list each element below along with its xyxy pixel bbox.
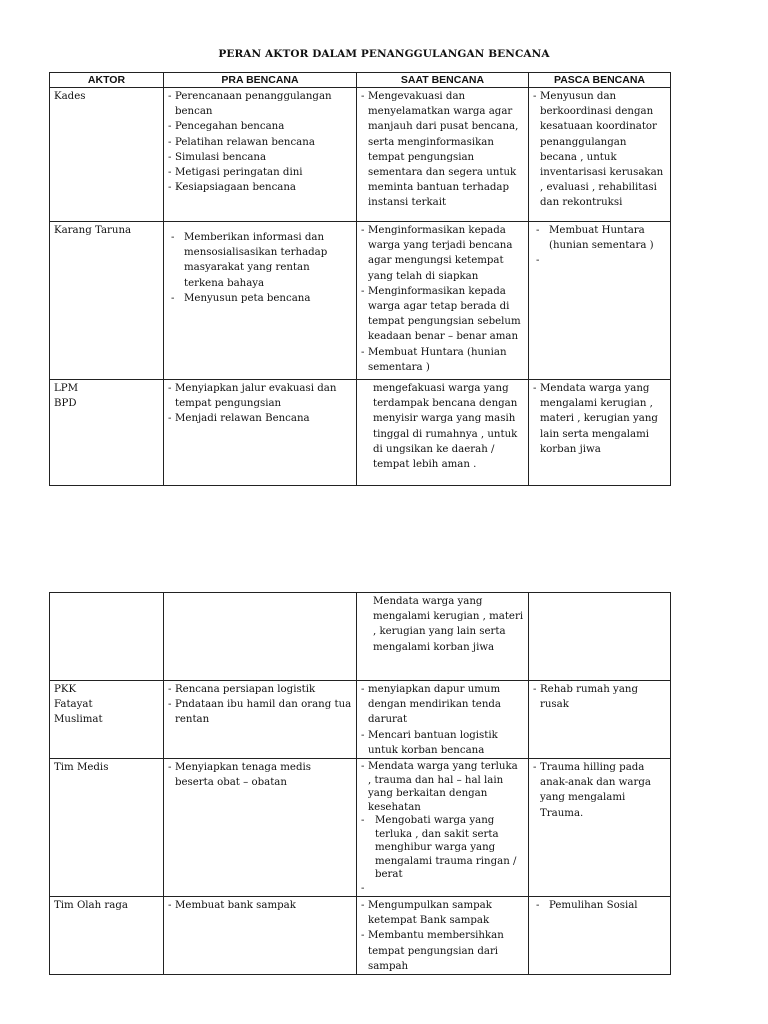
- list-item: - Menyiapkan tenaga medis beserta obat – obatan: [168, 760, 352, 790]
- actor-name: Karang Taruna: [54, 225, 132, 236]
- list-item: - Membuat Huntara (hunian sementara ): [533, 223, 666, 253]
- table-row: [50, 222, 671, 380]
- pra-cell: [164, 759, 357, 897]
- actor-cell: [50, 222, 164, 380]
- actor-role-table-1: [49, 72, 671, 486]
- actor-name: PKK: [54, 684, 77, 695]
- list-item: - Memberikan informasi dan mensosialisasikan terhadap masyarakat yang rentan terkena bahaya: [168, 230, 352, 291]
- table-row: [50, 759, 671, 897]
- list-item: - Rencana persiapan logistik: [168, 682, 352, 697]
- pasca-cell: [529, 681, 671, 759]
- list-item: - Pelatihan relawan bencana: [168, 135, 352, 150]
- list-item: - Membantu membersihkan tempat pengungsian dari sampah: [361, 928, 524, 974]
- header-pasca-bencana: PASCA BENCANA: [529, 73, 671, 88]
- list-item: - Mengumpulkan sampak ketempat Bank sampak: [361, 898, 524, 928]
- actor-cell: [50, 897, 164, 975]
- actor-cell: [50, 88, 164, 222]
- list-item: - Mendata warga yang terluka , trauma dan hal – hal lain yang berkaitan dengan kesehatan: [361, 760, 524, 814]
- table-row: [50, 681, 671, 759]
- saat-cell: [357, 593, 529, 681]
- actor-cell: [50, 380, 164, 486]
- pra-cell: [164, 222, 357, 380]
- header-pra-bencana: PRA BENCANA: [164, 73, 357, 88]
- list-item: - Mengobati warga yang terluka , dan sakit serta menghibur warga yang mengalami trauma ringan / berat: [361, 814, 524, 882]
- list-item: - Membuat Huntara (hunian sementara ): [361, 345, 524, 375]
- actor-name: Muslimat: [54, 714, 103, 726]
- list-item: [361, 882, 524, 895]
- list-item: - Mengevakuasi dan menyelamatkan warga agar manjauh dari pusat bencana, serta menginformasikan tempat pengungsian sementara dan segera untuk meminta bantuan terhadap instansi terkait: [361, 89, 524, 211]
- header-aktor: AKTOR: [50, 73, 164, 88]
- pasca-cell: [529, 759, 671, 897]
- saat-cell: [357, 759, 529, 897]
- table-row: [50, 593, 671, 681]
- table-row: [50, 897, 671, 975]
- list-item: - Pndataan ibu hamil dan orang tua rentan: [168, 697, 352, 727]
- actor-name: Fatayat: [54, 699, 93, 711]
- saat-cell: [357, 681, 529, 759]
- list-item: - Metigasi peringatan dini: [168, 165, 352, 180]
- list-item: - Mencari bantuan logistik untuk korban bencana: [361, 728, 524, 758]
- actor-cell: [50, 593, 164, 681]
- table-header-row: [50, 73, 671, 88]
- list-item: - Pemulihan Sosial: [533, 898, 666, 913]
- pra-cell: [164, 897, 357, 975]
- pra-cell: [164, 88, 357, 222]
- actor-role-table-2: [49, 592, 671, 975]
- list-item: - Menyusun dan berkoordinasi dengan kesatuaan koordinator penanggulangan becana , untuk inventarisasi kerusakan , evaluasi , rehabilitasi dan rekontruksi: [533, 89, 666, 211]
- pasca-cell: [529, 897, 671, 975]
- list-item: - Simulasi bencana: [168, 150, 352, 165]
- list-item: - Membuat bank sampak: [168, 898, 352, 913]
- list-item: - menyiapkan dapur umum dengan mendirikan tenda darurat: [361, 682, 524, 728]
- list-item: [533, 253, 666, 268]
- actor-name: Tim Medis: [54, 762, 109, 774]
- saat-cell: [357, 88, 529, 222]
- actor-cell: [50, 759, 164, 897]
- pra-cell: [164, 380, 357, 486]
- list-item: - Rehab rumah yang rusak: [533, 682, 666, 712]
- list-item: - Perencanaan penanggulangan bencan: [168, 89, 352, 119]
- pasca-cell: [529, 222, 671, 380]
- pra-cell: [164, 681, 357, 759]
- actor-name: Kades: [54, 91, 86, 102]
- list-item: - Menginformasikan kepada warga yang terjadi bencana agar mengungsi ketempat yang telah di siapkan: [361, 223, 524, 284]
- table-row: [50, 380, 671, 486]
- document-title: PERAN AKTOR DALAM PENANGGULANGAN BENCANA: [218, 48, 550, 60]
- pra-cell: [164, 593, 357, 681]
- saat-cell: [357, 222, 529, 380]
- list-item: - Menyusun peta bencana: [168, 291, 352, 306]
- saat-cell: [357, 380, 529, 486]
- saat-cell: [357, 897, 529, 975]
- list-item: mengefakuasi warga yang terdampak bencana dengan menyisir warga yang masih tinggal di rumahnya , untuk di ungsikan ke daerah / tempat lebih aman .: [373, 383, 518, 471]
- header-saat-bencana: SAAT BENCANA: [357, 73, 529, 88]
- list-item: - Menginformasikan kepada warga agar tetap berada di tempat pengungsian sebelum keadaan benar – benar aman: [361, 284, 524, 345]
- list-item: - Mendata warga yang mengalami kerugian , materi , kerugian yang lain serta mengalami korban jiwa: [533, 381, 666, 457]
- actor-name: BPD: [54, 398, 77, 410]
- list-item: - Pencegahan bencana: [168, 119, 352, 134]
- list-item: - Menyiapkan jalur evakuasi dan tempat pengungsian: [168, 381, 352, 411]
- pasca-cell: [529, 380, 671, 486]
- list-item: - Trauma hilling pada anak-anak dan warga yang mengalami Trauma.: [533, 760, 666, 821]
- actor-name: LPM: [54, 383, 79, 394]
- list-item: Mendata warga yang mengalami kerugian , materi , kerugian yang lain serta mengalami korban jiwa: [373, 596, 524, 653]
- actor-name: Tim Olah raga: [54, 900, 128, 912]
- actor-cell: [50, 681, 164, 759]
- pasca-cell: [529, 88, 671, 222]
- list-item: - Menjadi relawan Bencana: [168, 411, 352, 426]
- table-row: [50, 88, 671, 222]
- pasca-cell: [529, 593, 671, 681]
- list-item: - Kesiapsiagaan bencana: [168, 180, 352, 195]
